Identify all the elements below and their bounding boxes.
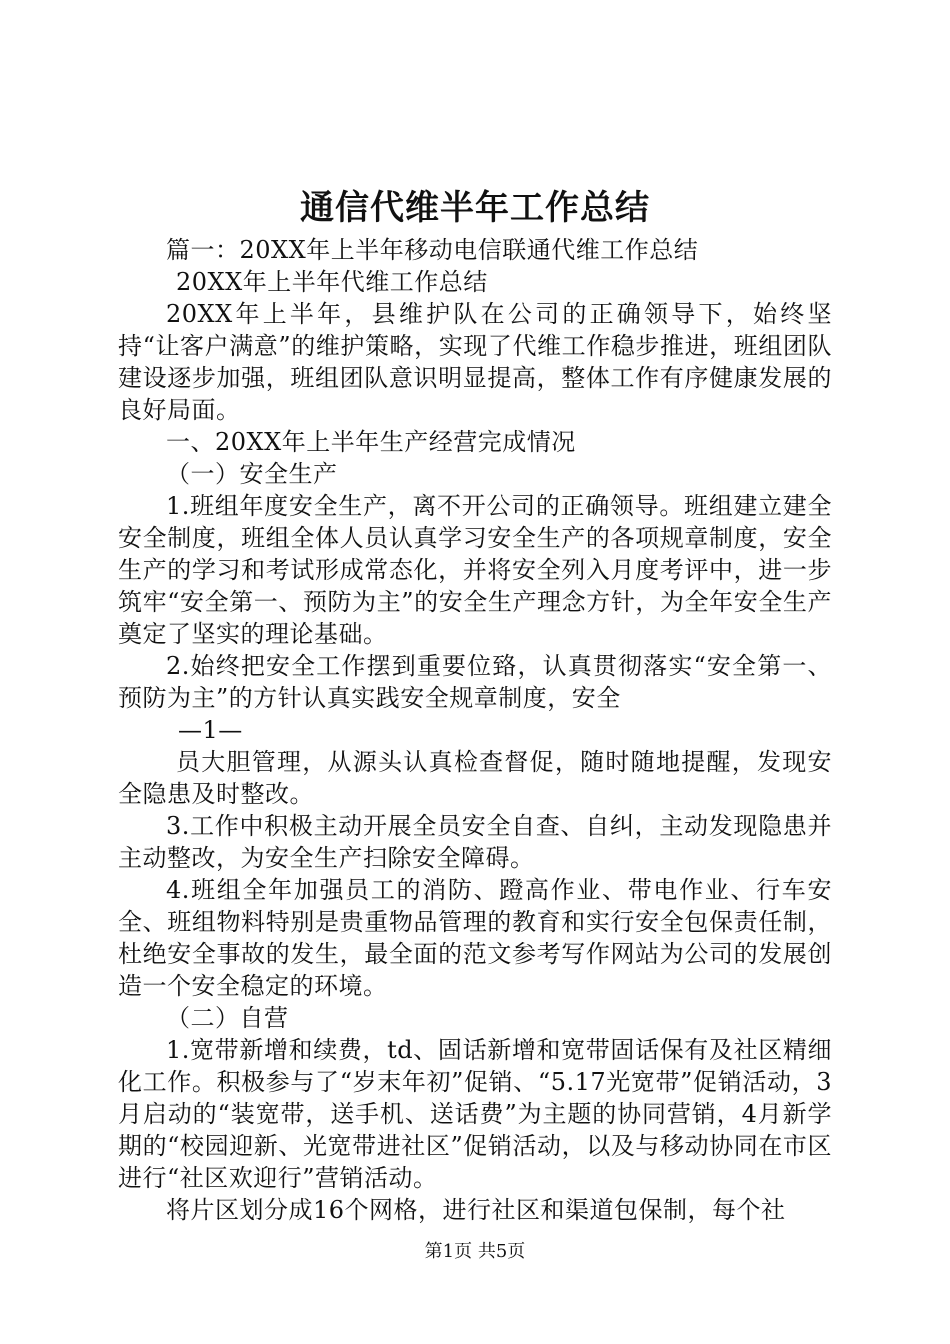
paragraph: 2.始终把安全工作摆到重要位臵，认真贯彻落实“安全第一、预防为主”的方针认真实践安全规章制度，安全 [118,652,832,712]
paragraph: 篇一：20XX年上半年移动电信联通代维工作总结 [166,236,699,264]
paragraph: （二）自营 [166,1004,289,1032]
inline-page-number: —1— [178,716,243,744]
paragraph: 将片区划分成16个网格，进行社区和渠道包保制，每个社 [166,1196,786,1224]
paragraph: 员大胆管理，从源头认真检查督促，随时随地提醒，发现安全隐患及时整改。 [118,748,832,808]
paragraph: 1.班组年度安全生产，离不开公司的正确领导。班组建立建全安全制度，班组全体人员认真学习安全生产的各项规章制度，安全生产的学习和考试形成常态化，并将安全列入月度考评中，进一步筑牢“安全第一、预防为主”的安全生产理念方针，为全年安全生产奠定了坚实的理论基础。 [118,492,832,648]
page-footer: 第1页 共5页 [424,1241,526,1262]
paragraph: 3.工作中积极主动开展全员安全自查、自纠，主动发现隐患并主动整改，为安全生产扫除安全障碍。 [118,812,832,872]
paragraph: 20XX年上半年，县维护队在公司的正确领导下，始终坚持“让客户满意”的维护策略，实现了代维工作稳步推进，班组团队建设逐步加强，班组团队意识明显提高，整体工作有序健康发展的良好局面。 [118,300,832,424]
paragraph: （一）安全生产 [166,460,338,488]
paragraph: 4.班组全年加强员工的消防、蹬高作业、带电作业、行车安全、班组物料特别是贵重物品管理的教育和实行安全包保责任制，杜绝安全事故的发生，最全面的范文参考写作网站为公司的发展创造一个安全稳定的环境。 [118,876,832,1000]
paragraph: 20XX年上半年代维工作总结 [176,268,488,296]
paragraph: 一、20XX年上半年生产经营完成情况 [166,428,576,456]
document-title: 通信代维半年工作总结 [300,188,650,228]
paragraph: 1.宽带新增和续费，td、固话新增和宽带固话保有及社区精细化工作。积极参与了“岁末年初”促销、“5.17光宽带”促销活动，3月启动的“装宽带，送手机、送话费”为主题的协同营销，4月新学期的“校园迎新、光宽带进社区”促销活动，以及与移动协同在市区进行“社区欢迎行”营销活动。 [118,1036,832,1192]
document-body [118,234,832,1226]
